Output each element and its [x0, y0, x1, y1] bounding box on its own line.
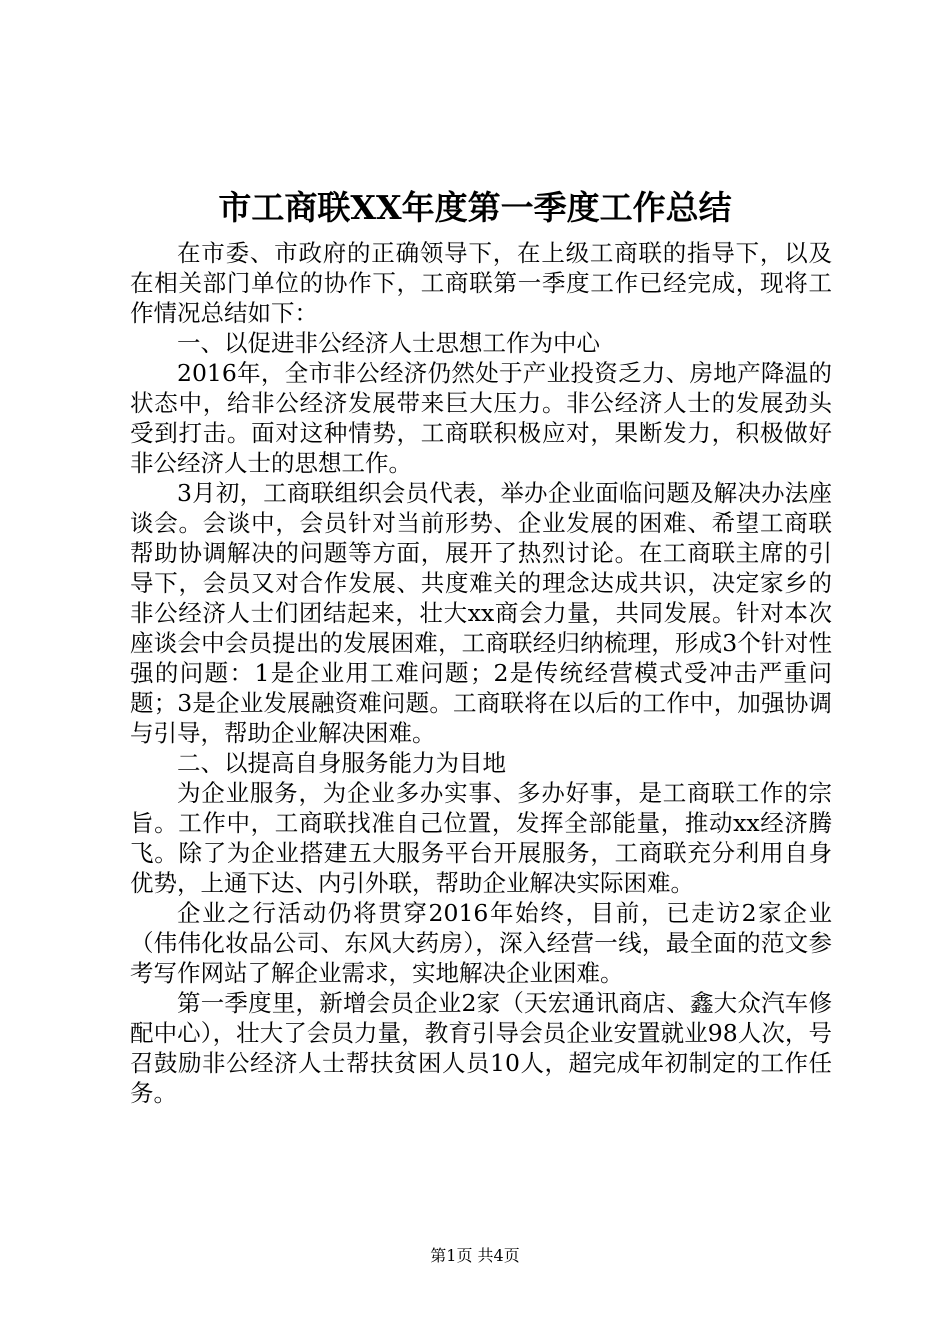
document-title: 市工商联XX年度第一季度工作总结 [218, 188, 732, 227]
section-heading-2: 二、以提高自身服务能力为目地 [177, 749, 506, 777]
section-heading-1: 一、以促进非公经济人士思想工作为中心 [177, 329, 600, 357]
body-paragraph: 为企业服务，为企业多办实事、多办好事，是工商联工作的宗旨。工作中，工商联找准自己位置，发挥全部能量，推动xx经济腾飞。除了为企业搭建五大服务平台开展服务，工商联充分利用自身优势，上通下达、内引外联，帮助企业解决实际困难。 [130, 779, 832, 897]
body-paragraph: 3月初，工商联组织会员代表，举办企业面临问题及解决办法座谈会。会谈中，会员针对当前形势、企业发展的困难、希望工商联帮助协调解决的问题等方面，展开了热烈讨论。在工商联主席的引导下，会员又对合作发展、共度难关的理念达成共识，决定家乡的非公经济人士们团结起来，壮大xx商会力量，共同发展。针对本次座谈会中会员提出的发展困难，工商联经归纳梳理，形成3个针对性强的问题：1是企业用工难问题；2是传统经营模式受冲击严重问题；3是企业发展融资难问题。工商联将在以后的工作中，加强协调与引导，帮助企业解决困难。 [130, 479, 832, 747]
body-paragraph: 2016年，全市非公经济仍然处于产业投资乏力、房地产降温的状态中，给非公经济发展带来巨大压力。非公经济人士的发展劲头受到打击。面对这种情势，工商联积极应对，果断发力，积极做好非公经济人士的思想工作。 [130, 359, 832, 477]
page-number-footer: 第1页 共4页 [430, 1246, 520, 1265]
body-paragraph: 企业之行活动仍将贯穿2016年始终，目前，已走访2家企业（伟伟化妆品公司、东风大药房），深入经营一线，最全面的范文参考写作网站了解企业需求，实地解决企业困难。 [130, 899, 832, 987]
body-paragraph: 第一季度里，新增会员企业2家（天宏通讯商店、鑫大众汽车修配中心），壮大了会员力量，教育引导会员企业安置就业98人次，号召鼓励非公经济人士帮扶贫困人员10人，超完成年初制定的工作任务。 [130, 989, 832, 1107]
document-body [130, 238, 832, 1108]
intro-paragraph: 在市委、市政府的正确领导下，在上级工商联的指导下，以及在相关部门单位的协作下，工商联第一季度工作已经完成，现将工作情况总结如下： [130, 239, 832, 327]
